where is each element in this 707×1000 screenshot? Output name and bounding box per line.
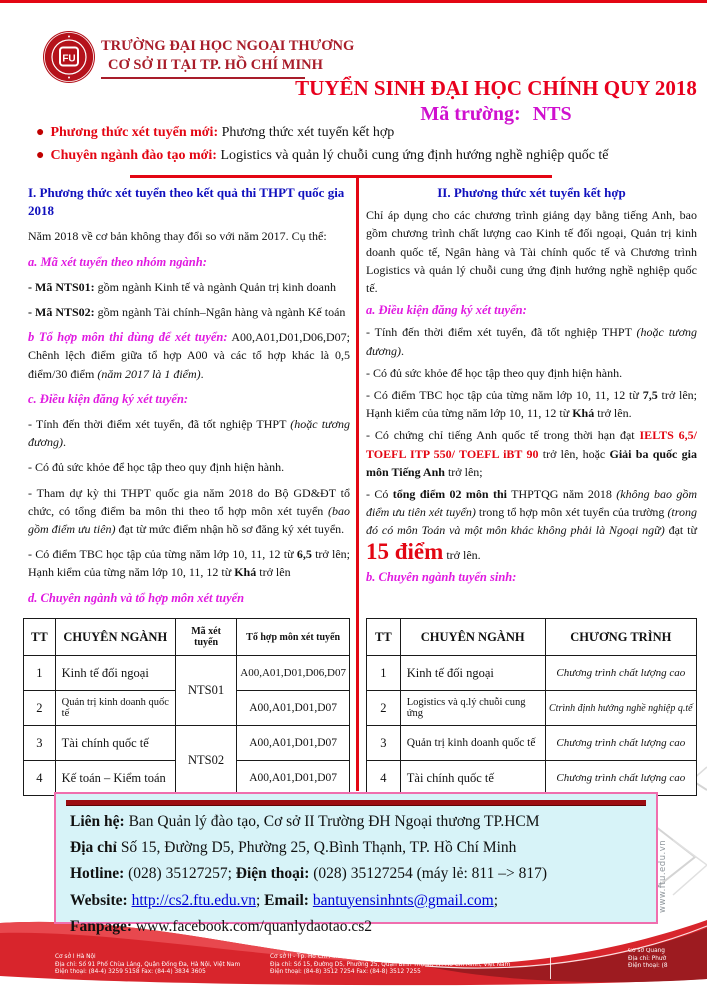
contact-line-diachi: Địa chỉ Số 15, Đường D5, Phường 25, Q.Bình Thạnh, TP. Hồ Chí Minh xyxy=(70,839,517,857)
footer-campus-hcm: Cơ sở II - Tp. Hồ Chí Minh Địa chỉ: Số 15, Đường D5, Phường 25, Quận Bình Thạnh, TP. Hồ Chí Minh, Việt Nam Điện thoại: (84-8) 3512 7254 Fax: (84-8) 3512 7255 xyxy=(270,954,511,976)
paragraph: Năm 2018 về cơ bản không thay đổi so với năm 2017. Cụ thể: xyxy=(28,229,327,244)
contact-box-top-bar xyxy=(66,800,646,806)
paragraph-nts01: - Mã NTS01: gồm ngành Kinh tế và ngành Quản trị kinh doanh xyxy=(28,279,336,294)
paragraph: - Tính đến thời điểm xét tuyển, đã tốt nghiệp THPT (hoặc tương đương). xyxy=(28,417,350,450)
subsection-b-heading: b. Chuyên ngành tuyển sinh: xyxy=(366,569,517,584)
university-underline xyxy=(101,77,305,79)
section-2-column xyxy=(366,184,697,590)
section-1-column xyxy=(28,184,350,614)
table-row: 2 Quản trị kinh doanh quốc tế A00,A01,D01,D07 xyxy=(24,691,350,726)
table-row: 3 Quản trị kinh doanh quốc tế Chương trình chất lượng cao xyxy=(367,726,697,761)
bullet-new-major: ● Chuyên ngành đào tạo mới: Logistics và quản lý chuỗi cung ứng định hướng nghề nghiệp quốc tế xyxy=(36,147,609,163)
table-row: 1 Kinh tế đối ngoại NTS01 A00,A01,D01,D06,D07 xyxy=(24,656,350,691)
majors-table-combined xyxy=(366,618,697,796)
ftu-url-watermark: www.ftu.edu.vn xyxy=(658,839,668,913)
university-name xyxy=(101,37,354,74)
paragraph: - Có đủ sức khỏe để học tập theo quy định hiện hành. xyxy=(28,460,285,475)
table-row: 1 Kinh tế đối ngoại Chương trình chất lượng cao xyxy=(367,656,697,691)
score-15-highlight: 15 điểm xyxy=(366,538,444,564)
paragraph-english-cert: - Có chứng chỉ tiếng Anh quốc tế trong thời hạn đạt IELTS 6,5/ TOEFL ITP 550/ TOEFL iBT 90 trở lên, hoặc Giải ba quốc gia môn Tiếng Anh trở lên; xyxy=(366,428,697,479)
horizontal-divider xyxy=(130,175,552,178)
ftu-logo xyxy=(42,30,96,84)
top-border-line xyxy=(0,0,707,3)
table-row: 3 Tài chính quốc tế NTS02 A00,A01,D01,D07 xyxy=(24,726,350,761)
website-link[interactable]: http://cs2.ftu.edu.vn xyxy=(131,891,256,909)
school-code-value: NTS xyxy=(532,103,572,125)
contact-line-fanpage: Fanpage: www.facebook.com/quanlydaotao.cs2 xyxy=(70,917,373,935)
university-line2: CƠ SỞ II TẠI TP. HỒ CHÍ MINH xyxy=(108,56,323,73)
table-row: 4 Kế toán – Kiểm toán A00,A01,D01,D07 xyxy=(24,761,350,796)
contact-line-hotline: Hotline: (028) 35127257; Điện thoại: (028) 35127254 (máy lẻ: 811 –> 817) xyxy=(70,865,548,883)
paragraph: Chỉ áp dụng cho các chương trình giảng dạy bằng tiếng Anh, bao gồm chương trình chất lượng cao Kinh tế đối ngoại, Quản trị kinh doanh quốc tế, Ngân hàng và Tài chính quốc tế và Chương trình Logistics và quản lý chuỗi cung ứng định hướng nghề nghiệp quốc tế. xyxy=(366,208,697,296)
university-line1: TRƯỜNG ĐẠI HỌC NGOẠI THƯƠNG xyxy=(101,38,355,54)
subsection-d-heading: d. Chuyên ngành và tổ hợp môn xét tuyển xyxy=(28,590,245,605)
svg-text:FU: FU xyxy=(62,53,76,65)
fanpage-url: www.facebook.com/quanlydaotao.cs2 xyxy=(132,917,373,935)
paragraph: - Có đủ sức khỏe để học tập theo quy định hiện hành. xyxy=(366,365,623,380)
subsection-a-heading: a. Mã xét tuyển theo nhóm ngành: xyxy=(28,254,207,269)
paragraph-score-requirement: - Có tổng điểm 02 môn thi THPTQG năm 2018 (không bao gồm điểm ưu tiên xét tuyển) trong tổ hợp môn xét tuyển của trường (trong đó có môn Toán và một môn khác không phải là Ngoại ngữ) đạt từ 15 điểm trở lên. xyxy=(366,487,697,564)
table-header-row: TT CHUYÊN NGÀNH CHƯƠNG TRÌNH xyxy=(367,619,697,656)
contact-line-website: Website: http://cs2.ftu.edu.vn; Email: bantuyensinhnts@gmail.com; xyxy=(70,891,499,909)
footer-campus-hanoi: Cơ sở I Hà Nội Địa chỉ: Số 91 Phố Chùa Láng, Quận Đống Đa, Hà Nội, Việt Nam Điện thoại: (84-4) 3259 5158 Fax: (84-4) 3834 3605 xyxy=(55,954,241,976)
bullet-dot-icon: ● xyxy=(36,125,45,140)
paragraph: - Tham dự kỳ thi THPT quốc gia năm 2018 do Bộ GD&ĐT tổ chức, có tổng điểm ba môn thi theo tổ hợp môn xét tuyển (bao gồm điểm ưu tiên) đạt từ mức điểm nhận hồ sơ đăng ký xét tuyển. xyxy=(28,485,350,537)
column-divider xyxy=(356,175,359,791)
paragraph: - Có điểm TBC học tập của từng năm lớp 10, 11, 12 từ 7,5 trở lên; Hạnh kiểm của từng năm lớp 10, 11, 12 từ Khá trở lên. xyxy=(366,388,697,421)
highlight-bullets xyxy=(36,122,696,167)
bullet-new-method: ● Phương thức xét tuyển mới: Phương thức xét tuyển kết hợp xyxy=(36,125,395,140)
paragraph-to-hop: b Tổ hợp môn thi dùng để xét tuyển: A00,A01,D01,D06,D07; Chênh lệch điểm giữa tổ hợp A00 và các tổ hợp khác là 0,5 điểm/30 điểm (năm 2017 là 1 điểm). xyxy=(28,330,350,381)
contact-box xyxy=(54,792,658,935)
paragraph: - Có điểm TBC học tập của từng năm lớp 10, 11, 12 từ 6,5 trở lên; Hạnh kiểm của từng năm lớp 10, 11, 12 từ Khá trở lên xyxy=(28,547,350,580)
table-row: 2 Logistics và q.lý chuỗi cung ứng Ctrình định hướng nghề nghiệp q.tế xyxy=(367,691,697,726)
table-header-row: TT CHUYÊN NGÀNH Mã xét tuyển Tổ hợp môn xét tuyển xyxy=(24,619,350,656)
table-row: 4 Tài chính quốc tế Chương trình chất lượng cao xyxy=(367,761,697,796)
subsection-a-heading: a. Điều kiện đăng ký xét tuyển: xyxy=(366,303,527,318)
section-2-heading: II. Phương thức xét tuyển kết hợp xyxy=(437,185,626,200)
footer-column-divider xyxy=(550,952,551,979)
paragraph-nts02: - Mã NTS02: gồm ngành Tài chính–Ngân hàng và ngành Kế toán xyxy=(28,305,346,320)
page-title: TUYỂN SINH ĐẠI HỌC CHÍNH QUY 2018 xyxy=(295,76,697,100)
section-1-heading: I. Phương thức xét tuyển theo kết quả thi THPT quốc gia 2018 xyxy=(28,185,345,219)
majors-table-thpt xyxy=(23,618,350,796)
email-link[interactable]: bantuyensinhnts@gmail.com xyxy=(312,891,494,909)
footer-campus-quangninh: Cơ sở Quảng Địa chỉ: Phườ Điện thoại: (8 xyxy=(628,948,668,970)
subsection-c-heading: c. Điều kiện đăng ký xét tuyển: xyxy=(28,391,189,406)
contact-line-lienhe: Liên hệ: Ban Quản lý đào tạo, Cơ sở II Trường ĐH Ngoại thương TP.HCM xyxy=(70,813,540,830)
school-code-label: Mã trường: xyxy=(420,103,521,125)
bullet-dot-icon: ● xyxy=(36,147,45,163)
paragraph: - Tính đến thời điểm xét tuyển, đã tốt nghiệp THPT (hoặc tương đương). xyxy=(366,325,697,358)
